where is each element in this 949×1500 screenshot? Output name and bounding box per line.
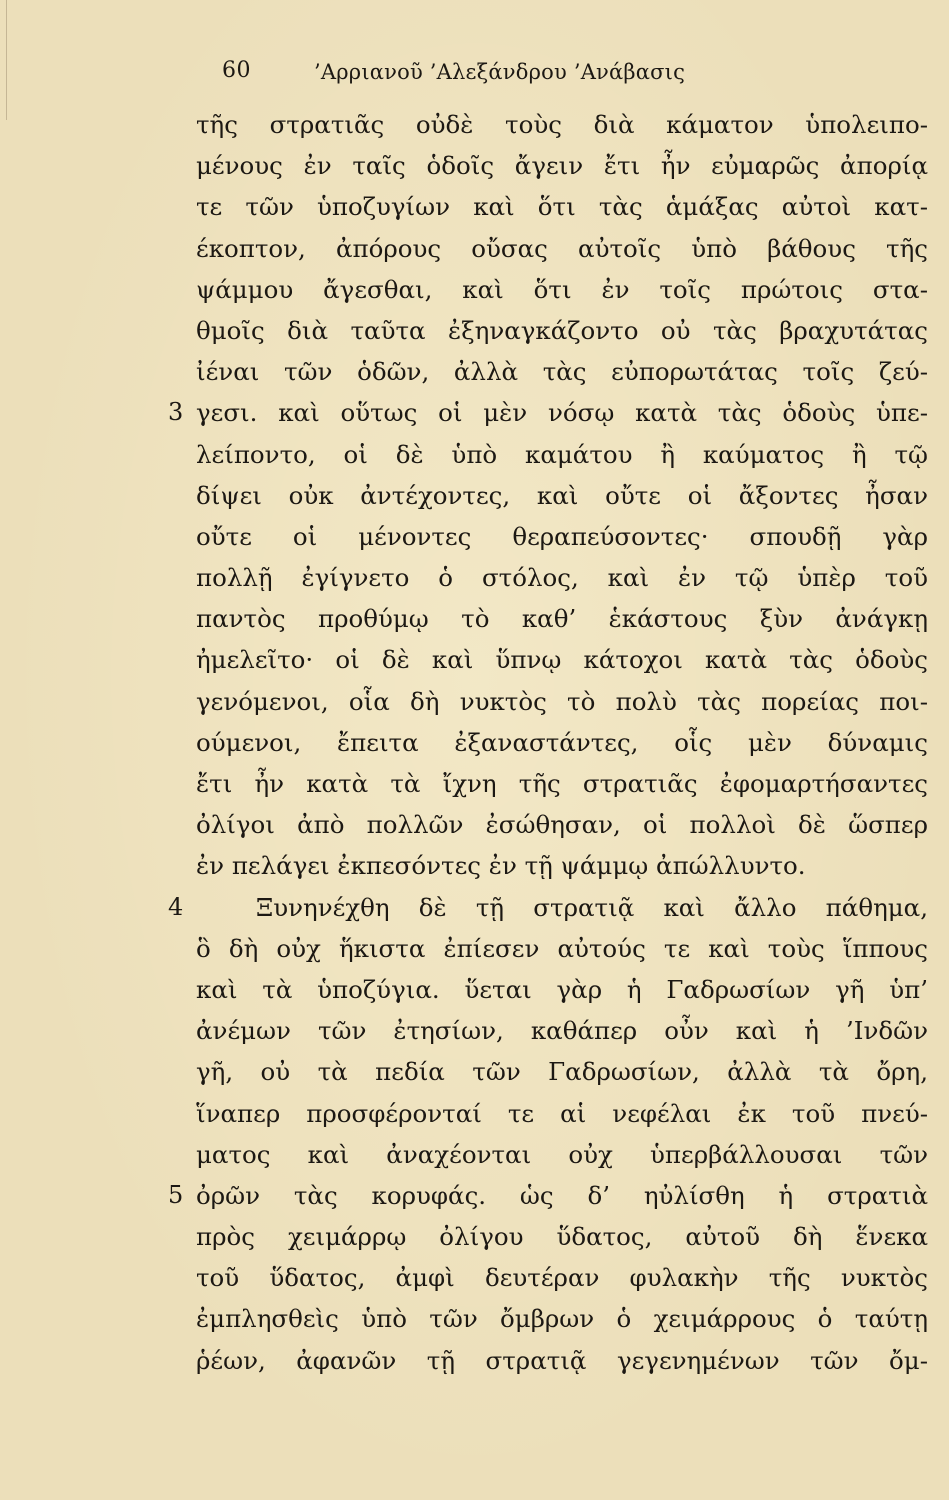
text-line-with-margin — [168, 887, 928, 928]
text-line-with-margin — [168, 392, 928, 433]
page-number: 60 — [222, 58, 251, 83]
text-line: καὶ τὰ ὑποζύγια. ὕεται γὰρ ἡ Γαδρωσίων γῆ ὑπ’ — [196, 974, 928, 1004]
text-line: ὃ δὴ οὐχ ἥκιστα ἐπίεσεν αὐτούς τε καὶ τοὺς ἵππους — [196, 933, 928, 963]
text-line: ἵναπερ προσφέρονταί τε αἱ νεφέλαι ἐκ τοῦ πνεύ- — [196, 1098, 928, 1128]
text-line: τῆς στρατιᾶς οὐδὲ τοὺς διὰ κάματον ὑπολειπο- — [196, 110, 928, 139]
text-line: ὀλίγοι ἀπὸ πολλῶν ἐσώθησαν, οἱ πολλοὶ δὲ ὥσπερ — [196, 810, 928, 840]
running-title: ’Αρριανοῦ ’Αλεξάνδρου ’Ανάβασις — [314, 60, 686, 84]
text-line: γενόμενοι, οἷα δὴ νυκτὸς τὸ πολὺ τὰς πορείας ποι- — [196, 686, 928, 716]
text-line: τε τῶν ὑποζυγίων καὶ ὅτι τὰς ἁμάξας αὐτοὶ κατ- — [196, 192, 928, 222]
text-line: παντὸς προθύμῳ τὸ καθ’ ἑκάστους ξὺν ἀνάγκῃ — [196, 604, 928, 634]
page-header — [0, 58, 949, 98]
text-line: ψάμμου ἄγεσθαι, καὶ ὅτι ἐν τοῖς πρώτοις στα- — [196, 274, 928, 304]
text-line: γῆ, οὐ τὰ πεδία τῶν Γαδρωσίων, ἀλλὰ τὰ ὄρη, — [196, 1057, 928, 1087]
text-line: δίψει οὐκ ἀντέχοντες, καὶ οὔτε οἱ ἄξοντες ἦσαν — [196, 480, 928, 510]
text-line: οὔτε οἱ μένοντες θεραπεύσοντες· σπουδῇ γὰρ — [196, 521, 928, 551]
main-text — [168, 104, 936, 1381]
text-line: πολλῇ ἐγίγνετο ὁ στόλος, καὶ ἐν τῷ ὑπὲρ τοῦ — [196, 563, 928, 593]
text-line: έκοπτον, ἀπόρους οὔσας αὐτοῖς ὑπὸ βάθους τῆς — [196, 233, 928, 263]
text-line: ἐμπλησθεὶς ὑπὸ τῶν ὄμβρων ὁ χειμάρρους ὁ ταύτῃ — [196, 1304, 928, 1334]
text-line-content: ὀρῶν τὰς κορυφάς. ὡς δ’ ηὐλίσθη ἡ στρατιὰ — [196, 1180, 928, 1210]
text-line: ματος καὶ ἀναχέονται οὐχ ὑπερβάλλουσαι τῶν — [196, 1139, 928, 1169]
text-line-content: Ξυνηνέχθη δὲ τῇ στρατιᾷ καὶ ἄλλο πάθημα, — [256, 892, 928, 922]
text-line: πρὸς χειμάρρῳ ὀλίγου ὕδατος, αὐτοῦ δὴ ἕνεκα — [196, 1222, 928, 1252]
text-line-with-margin — [168, 1175, 928, 1216]
text-line: ἔτι ἦν κατὰ τὰ ἴχνη τῆς στρατιᾶς ἐφομαρτήσαντες — [196, 769, 928, 798]
text-line-content: γεσι. καὶ οὕτως οἱ μὲν νόσῳ κατὰ τὰς ὁδοὺς ὑπε- — [196, 398, 928, 428]
text-line: θμοῖς διὰ ταῦτα ἐξηναγκάζοντο οὐ τὰς βραχυτάτας — [196, 315, 928, 345]
text-line: ἰέναι τῶν ὁδῶν, ἀλλὰ τὰς εὐπορωτάτας τοῖς ζεύ- — [196, 357, 928, 387]
section-number: 5 — [168, 1180, 184, 1209]
text-line: ούμενοι, ἔπειτα ἐξαναστάντες, οἷς μὲν δύναμις — [196, 727, 928, 757]
text-line: τοῦ ὕδατος, ἀμφὶ δευτέραν φυλακὴν τῆς νυκτὸς — [196, 1263, 928, 1293]
text-line: μένους ἐν ταῖς ὁδοῖς ἄγειν ἔτι ἦν εὐμαρῶς ἀπορίᾳ — [196, 151, 928, 181]
text-line: ἠμελεῖτο· οἱ δὲ καὶ ὕπνῳ κάτοχοι κατὰ τὰς ὁδοὺς — [196, 645, 928, 675]
text-line: ῥέων, ἀφανῶν τῇ στρατιᾷ γεγενημένων τῶν ὄμ- — [196, 1345, 928, 1375]
text-line: λείποντο, οἱ δὲ ὑπὸ καμάτου ἢ καύματος ἢ τῷ — [196, 439, 928, 469]
text-line: ἐν πελάγει ἐκπεσόντες ἐν τῇ ψάμμῳ ἀπώλλυντο. — [196, 851, 806, 881]
section-number: 3 — [168, 398, 184, 427]
section-number: 4 — [168, 892, 184, 921]
text-line: ἀνέμων τῶν ἐτησίων, καθάπερ οὖν καὶ ἡ ’Ινδῶν — [196, 1016, 928, 1046]
